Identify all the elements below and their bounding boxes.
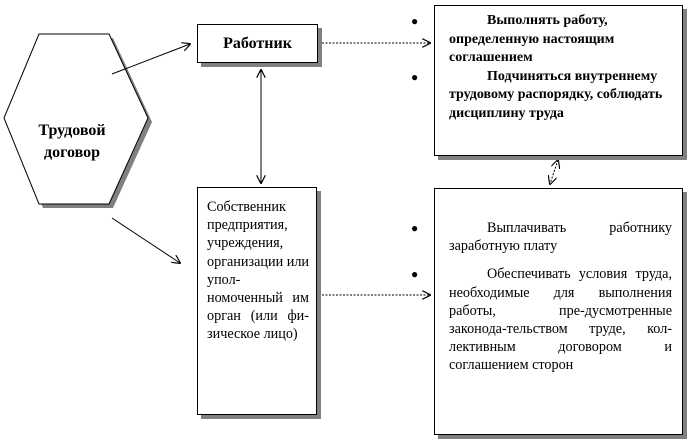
bullet-icon: ● [411, 14, 419, 28]
worker-duty-text: Выполнять работу, определенную настоящим соглашением [449, 13, 615, 65]
bullet-icon: ● [411, 267, 419, 282]
employer-duty-text: Обеспечивать условия труда, необходимые для выполнения работы, пре-дусмотренные законода-тельством труде, кол-лективным договором и соглашением сторон [449, 266, 672, 374]
employer-duty-item [411, 265, 672, 374]
employer-duties-box [411, 188, 683, 435]
arrow-contract-to-worker [112, 44, 190, 74]
worker-duty-item [411, 68, 672, 124]
worker-label: Работник [223, 34, 292, 52]
contract-hexagon [4, 34, 148, 204]
bullet-icon: ● [411, 69, 419, 84]
employer-text: Собственник предприятия, учреждения, организации или упол-номоченный им орган (или фи-зическое лицо) [207, 199, 309, 343]
worker-duty-text: Подчиняться внутреннему трудовому распорядку, соблюдать дисциплину труда [449, 68, 663, 121]
bullet-icon: ● [411, 221, 419, 235]
arrow-duties-obligations [550, 160, 558, 184]
employer-box [197, 187, 317, 415]
worker-duty-item [411, 12, 672, 68]
worker-duties-box [411, 5, 683, 156]
arrow-contract-to-employer [112, 218, 180, 263]
contract-label: Трудовой договор [38, 122, 106, 161]
employer-duty-text: Выплачивать работнику заработную плату [449, 220, 672, 255]
employer-duty-item [411, 219, 672, 255]
worker-box [197, 24, 318, 63]
